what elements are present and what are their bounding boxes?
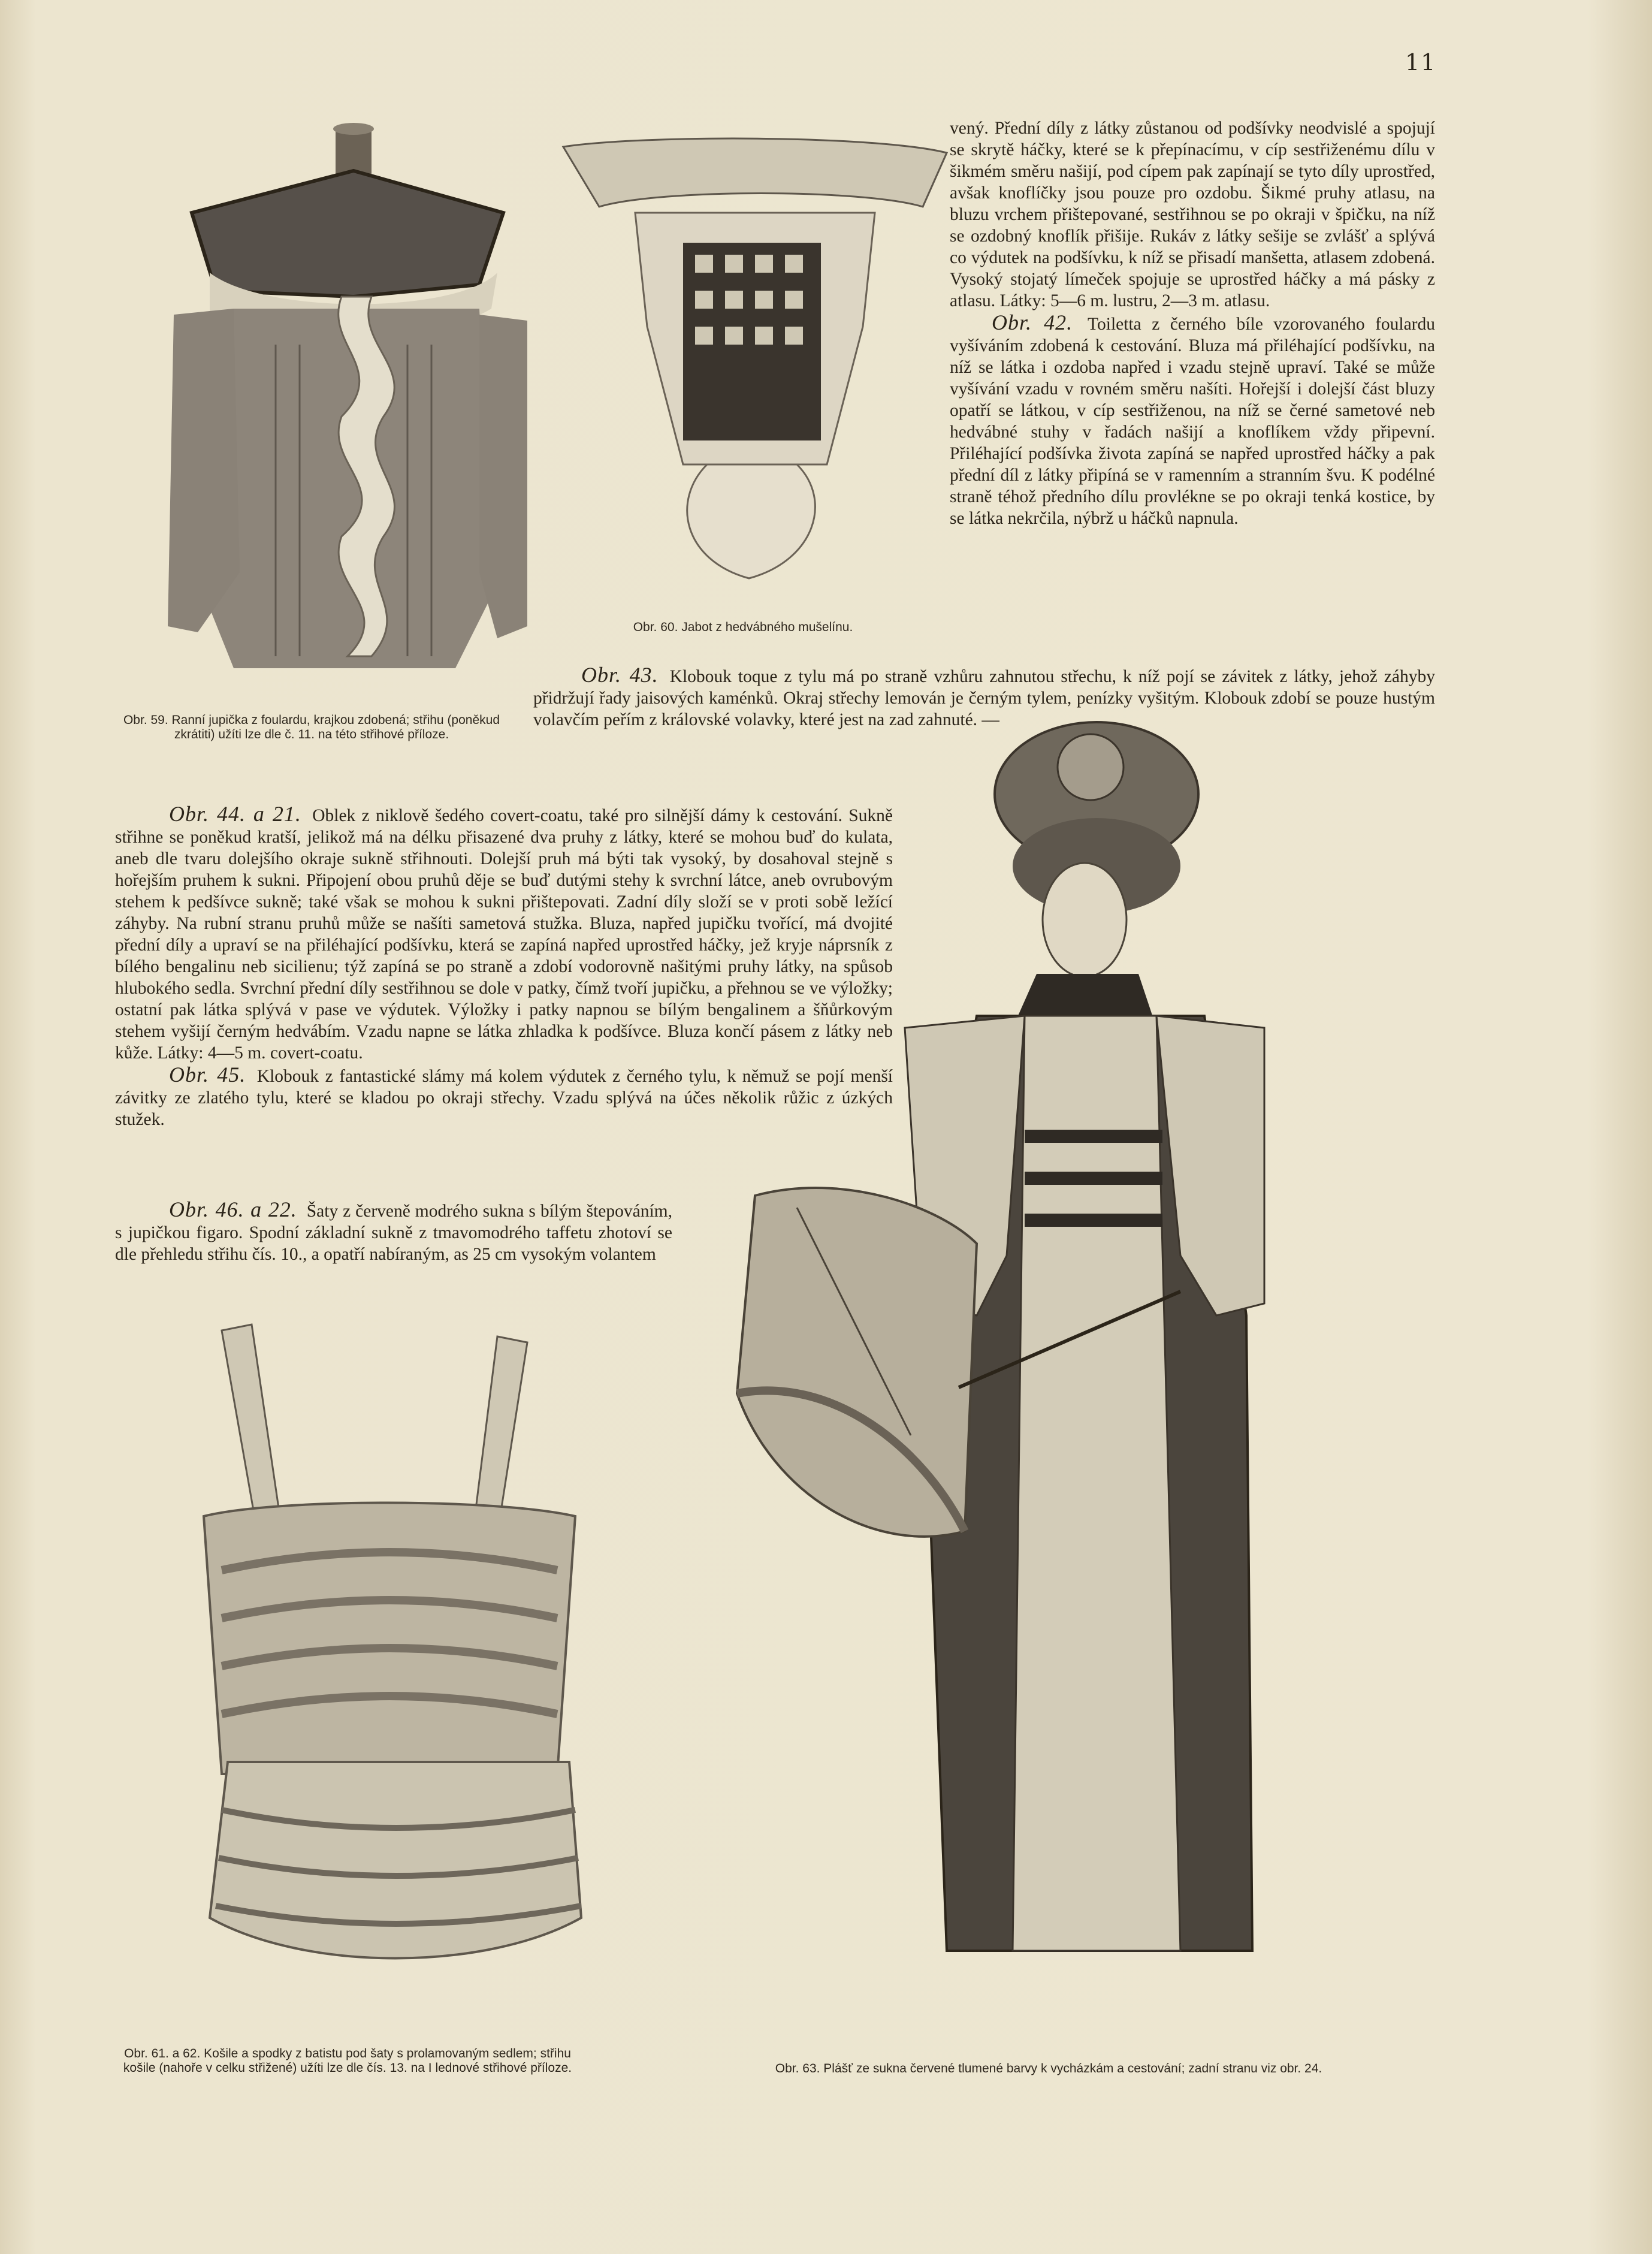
text-obr-46 [115,1199,672,1265]
obr-42-body: Toiletta z černého bíle vzorovaného foulardu vyšíváním zdobená k cestování. Bluza má přiléhající podšívku, na níž se látka i ozdoba napřed i vzadu stejně upraví. Také se může vyšívání vzadu v rovném směru našíti. Hořejší i dolejší část bluzy opatří se látkou, v cíp sestřiženou, na níž se černé sametové neb hedvábné stuhy v řadách našijí a knoflíkem vždy připevní. Přiléhající podšívka života zapíná se napřed uprostřed háčky a pak přední díl z látky připíná se v ramenním a stranním švu. K podélné straně téhož předního dílu provlékne se po okraji tenká kostice, by se látka nekrčila, nýbrž u háčků napnula. [950,315,1436,528]
obr-44-label: Obr. 44. a 21. [169,802,301,826]
figure-59-blouse-illustration [144,117,539,689]
paragraph-continued: vený. Přední díly z látky zůstanou od podšívky neodvislé a spojují se skrytě háčky, které se k přepínacímu, v cíp sestřiženému dílu v šikmém směru našijí, pod cípem pak zapínají se tyto díly uprostřed, avšak knoflíčky jsou pouze pro ozdobu. Šikmé pruhy atlasu, na bluzu vrchem přištepované, sestřihnou se po okraji v špičku, na níž se ozdobný knoflík přišije. Rukáv z látky sešije se zvlášť a splývá co výdutek na podšívku, k níž se přisadí manšetta, atlasem zdobená. Vysoký stojatý límeček spojuje se uprostřed háčky a má pásky z atlasu. Látky: 5—6 m. lustru, 2—3 m. atlasu. [950,119,1435,310]
caption-figure-63: Obr. 63. Plášť ze sukna červené tlumené barvy k vycházkám a cestování; zadní stranu viz obr. 24. [775,2062,1322,2075]
obr-43-body: Klobouk toque z tylu má po straně vzhůru zahnutou střechu, k níž pojí se závitek z látky, jehož záhyby přidržují řady jaisových kaménků. Okraj střechy lemován je černým tylem, penízky vyšitým. Klobouk zdobí se pouze hustým volavčím peřím z královské volavky, které jest na zad zahnuté. — [533,667,1435,729]
obr-46-body: Šaty z červeně modrého sukna s bílým štepováním, s jupičkou figaro. Spodní základní sukně z tmavomodrého taffetu zhotoví se dle přehledu střihu čís. 10., a opatří nabíraným, as 25 cm vysokým volantem [115,1202,672,1264]
obr-43-label: Obr. 43. [581,663,659,687]
obr-45-label: Obr. 45. [169,1063,246,1087]
figure-63-coat-illustration [725,716,1372,2014]
obr-45-body: Klobouk z fantastické slámy má kolem výdutek z černého tylu, k němuž se pojí menší závitky ze zlatého tylu, které se kladou po okraji střechy. Vzadu splývá na účes několik růžic z úzkých stužek. [115,1067,893,1129]
page-number: 11 [1405,49,1437,76]
obr-42-label: Obr. 42. [992,310,1073,334]
paragraph-obr-46 [115,1199,672,1265]
figure-61-62-chemise-illustration [186,1318,593,1972]
caption-figure-61-62: Obr. 61. a 62. Košile a spodky z batistu pod šaty s prolamovaným sedlem; střihu košile (nahoře v celku střižené) užíti lze dle čís. 13. na I lednové střihové příloze. [123,2047,572,2075]
figure-60-jabot-illustration [551,129,959,581]
obr-46-label: Obr. 46. a 22. [169,1197,297,1221]
text-column-top [950,117,1435,529]
caption-figure-60: Obr. 60. Jabot z hedvábného mušelínu. [633,620,853,634]
caption-figure-59: Obr. 59. Ranní jupička z foulardu, krajkou zdobená; střihu (poněkud zkrátiti) užíti lze dle č. 11. na této střihové příloze. [123,713,500,741]
obr-44-body: Oblek z niklově šedého covert-coatu, také pro silnější dámy k cestování. Sukně střihne se poněkud kratší, jelikož má na délku přisazené dva pruhy z látky, které se mohou buď do kulata, aneb dle tvaru dolejšího okraje sukně střihnouti. Dolejší pruh má býti tak vysoký, by dosahoval stejně s hořejším pruhem k sukni. Připojení obou pruhů děje se buď dutými stehy k svrchní látce, aneb ovrubovým stehem k pedšívce sukně; také však se mohou k sukni přištepovati. Zadní díly složí se v proti sobě ležící záhyby. Na rubní stranu pruhů může se našíti sametová stužka. Bluza, napřed jupičku tvořící, má dvojité přední díly a upraví se na přiléhající podšívku, která se zapíná napřed uprostřed háčky, jež kryje náprsník z bílého bengalinu neb sicilienu; týž zapíná se po straně a zdobí vodorovně našitými pruhy látky, na spůsob hlubokého sedla. Svrchní přední díly sestřihnou se dole v patky, čímž tvoří jupičku, a přehnou se ve výložky; ostatní pak látka splývá v pase ve výdutek. Výložky i patky napnou se bílým bengalinem a šňůrkovým stehem vyšijí černým hedvábím. Vzadu napne se látka zhladka k podšívce. Bluza končí pásem z látky neb kůže. Látky: 4—5 m. covert-coatu. [115,806,893,1063]
paragraph-obr-42 [950,312,1435,529]
